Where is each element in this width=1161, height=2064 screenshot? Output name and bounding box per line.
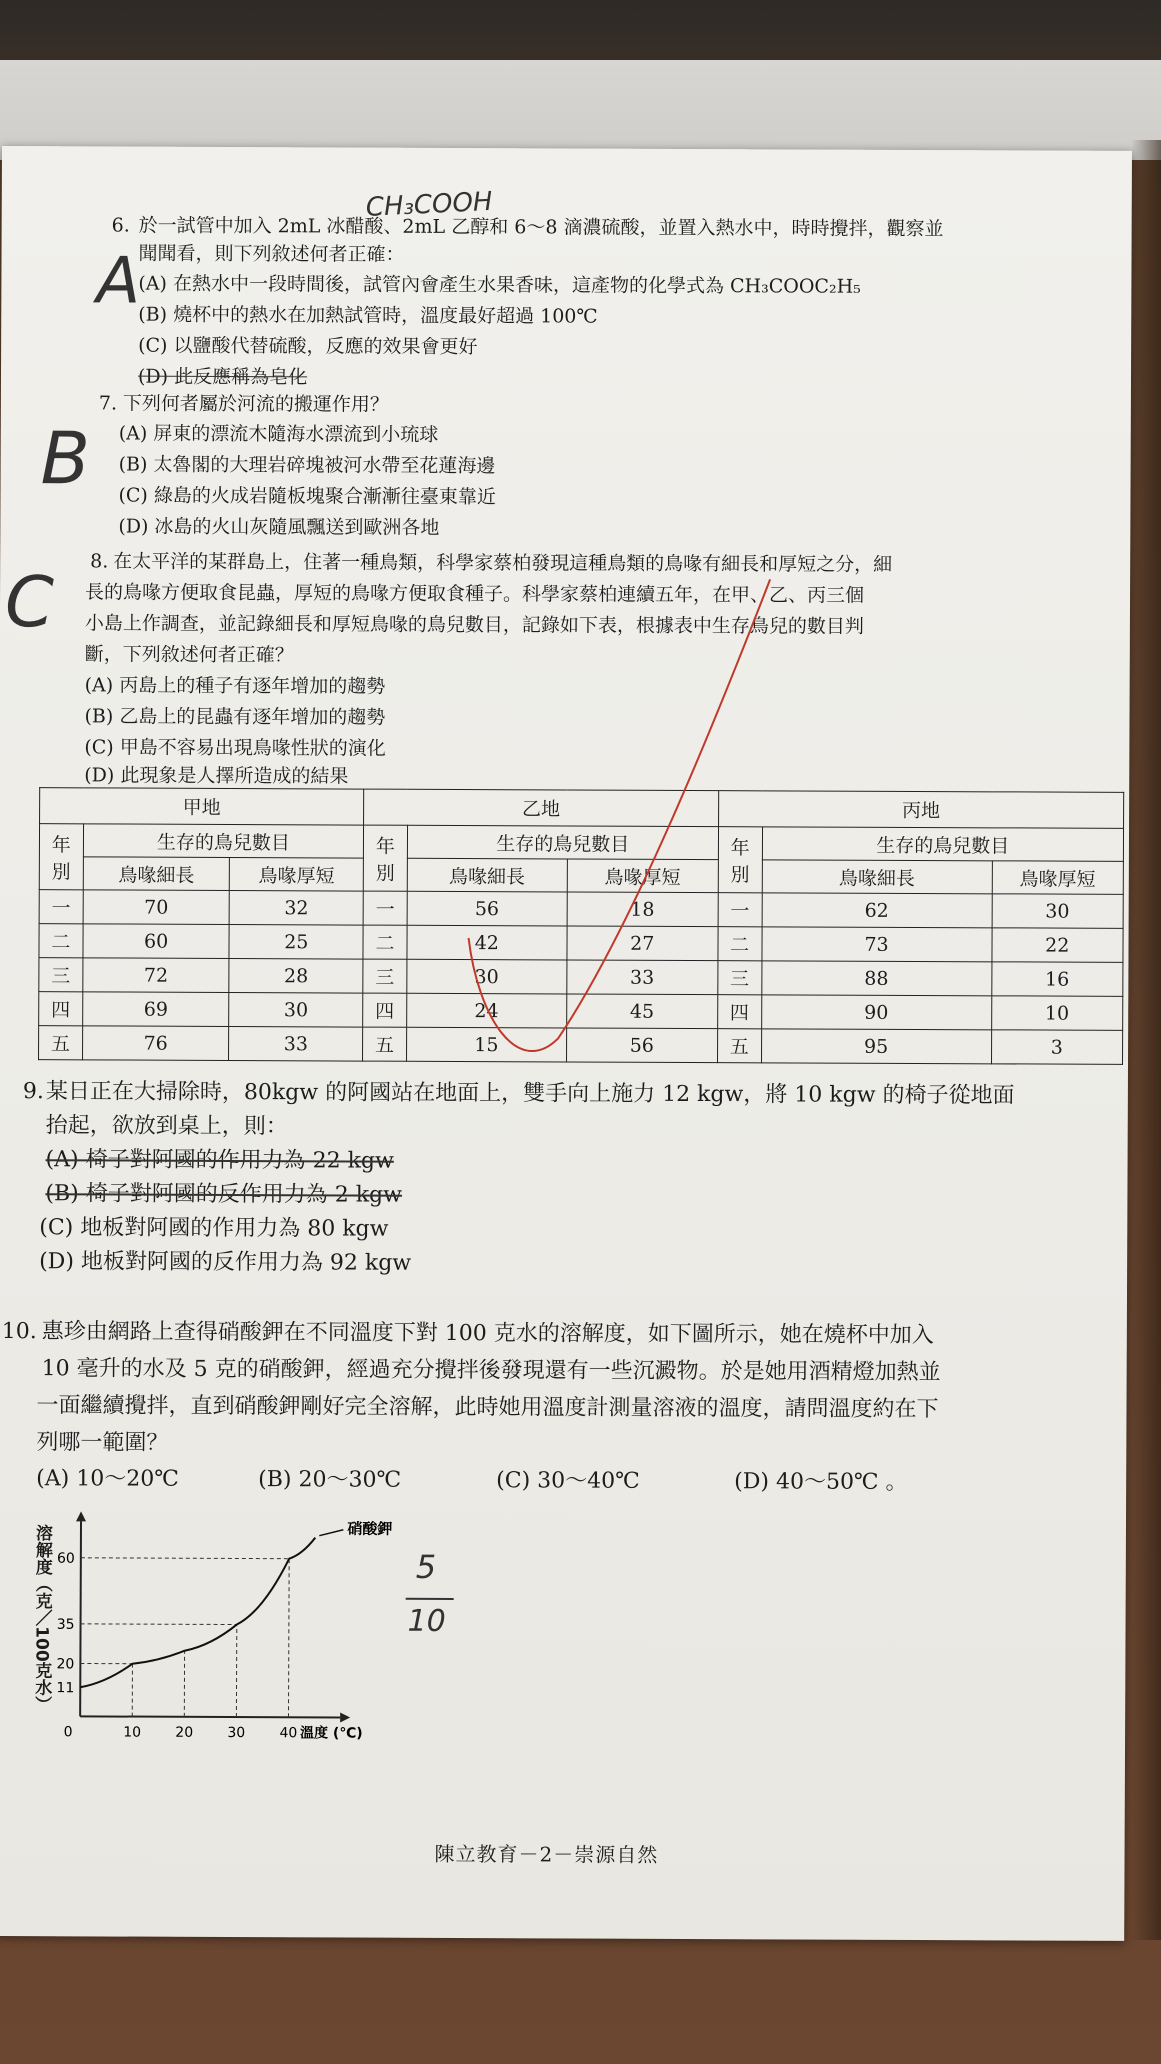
table-cell: 3 (991, 1030, 1123, 1065)
table-cell: 15 (406, 1027, 566, 1062)
q10-option-c: (C) 30～40℃ (496, 1468, 640, 1494)
table-cell: 33 (567, 960, 718, 995)
q10-stem-line2: 10 毫升的水及 5 克的硝酸鉀，經過充分攪拌後發現還有一些沉澱物。於是她用酒精燈加熱並 (41, 1356, 941, 1386)
x-tick-label: 10 (123, 1724, 142, 1741)
q8-option-a: (A) 丙島上的種子有逐年增加的趨勢 (84, 674, 386, 698)
q7-number: 7. (98, 392, 118, 415)
q6-option-d: (D) 此反應稱為皂化 (137, 365, 308, 389)
year-cell: 四 (363, 993, 407, 1027)
table-cell: 27 (567, 926, 718, 961)
year-cell: 三 (39, 958, 83, 992)
q8-option-b: (B) 乙島上的昆蟲有逐年增加的趨勢 (84, 705, 386, 729)
year-cell: 二 (39, 924, 83, 958)
year-cell: 五 (363, 1027, 407, 1061)
site-yi-header: 乙地 (364, 789, 719, 827)
table-cell: 88 (761, 961, 991, 996)
count-header: 生存的鳥兒數目 (83, 824, 363, 858)
year-cell: 一 (39, 890, 83, 924)
origin-label: 0 (63, 1724, 73, 1741)
year-cell: 二 (718, 927, 762, 961)
table-cell: 18 (567, 892, 718, 927)
q8-stem-line2: 長的鳥喙方便取食昆蟲，厚短的鳥喙方便取食種子。科學家蔡柏連續五年，在甲、乙、丙三個 (85, 581, 865, 607)
y-tick-label: 11 (56, 1680, 75, 1697)
guide-line-h (81, 1624, 237, 1625)
year-cell: 四 (39, 992, 83, 1026)
q7-stem: 下列何者屬於河流的搬運作用？ (122, 392, 389, 416)
year-cell: 二 (363, 925, 407, 959)
q7-option-b: (B) 太魯閣的大理岩碎塊被河水帶至花蓮海邊 (118, 453, 496, 478)
y-tick-label: 20 (56, 1656, 75, 1673)
q8-number: 8. (90, 550, 109, 573)
q9-option-b: (B) 椅子對阿國的反作用力為 2 kgw (45, 1181, 403, 1208)
table-cell: 56 (407, 891, 567, 926)
q9-number: 9. (22, 1079, 44, 1105)
q10-option-a: (A) 10～20℃ (36, 1466, 179, 1492)
table-cell: 10 (991, 996, 1123, 1031)
q9-option-c: (C) 地板對阿國的作用力為 80 kgw (39, 1215, 389, 1242)
table-cell: 62 (762, 893, 992, 928)
count-header: 生存的鳥兒數目 (407, 825, 718, 859)
site-jia-header: 甲地 (40, 788, 364, 825)
table-cell: 24 (407, 993, 567, 1028)
q6-handwritten-answer: A (96, 244, 141, 319)
table-cell: 76 (82, 1026, 229, 1061)
year-header: 年 別 (718, 827, 762, 893)
q10-stem-line3: 一面繼續攪拌，直到硝酸鉀剛好完全溶解，此時她用溫度計測量溶液的溫度，請問溫度約在下 (36, 1393, 939, 1423)
back-sheet (0, 60, 1161, 160)
year-cell: 一 (363, 891, 407, 925)
col-short-beak: 鳥喙厚短 (992, 861, 1124, 895)
q6-number: 6. (111, 214, 130, 237)
x-axis-label: 溫度 (℃) (300, 1725, 363, 1742)
site-bing-header: 丙地 (718, 791, 1123, 829)
handwritten-fraction-bar (406, 1598, 454, 1600)
q7-handwritten-answer: B (40, 416, 91, 501)
year-cell: 五 (717, 1029, 761, 1063)
x-tick-label: 20 (175, 1724, 194, 1741)
table-cell: 45 (566, 994, 717, 1029)
table-cell: 70 (83, 890, 230, 925)
q8-option-d: (D) 此現象是人擇所造成的結果 (84, 764, 349, 788)
table-cell: 72 (83, 958, 230, 993)
year-header: 年 別 (363, 825, 407, 891)
handwritten-fraction-denominator: 10 (407, 1603, 446, 1639)
exam-page (0, 146, 1132, 1941)
q6-option-a: (A) 在熱水中一段時間後，試管內會產生水果香味，這產物的化學式為 CH₃COOC₂H₅ (138, 272, 861, 298)
q6-option-b: (B) 燒杯中的熱水在加熱試管時，溫度最好超過 100℃ (138, 303, 598, 328)
col-long-beak: 鳥喙細長 (83, 857, 230, 891)
year-cell: 三 (363, 959, 407, 993)
table-cell: 42 (407, 925, 567, 960)
q8-stem-line1: 在太平洋的某群島上，住著一種鳥類，科學家蔡柏發現這種鳥類的鳥喙有細長和厚短之分，細 (113, 550, 893, 576)
col-short-beak: 鳥喙厚短 (230, 858, 364, 892)
solubility-graph (35, 1516, 393, 1757)
year-cell: 四 (717, 995, 761, 1029)
x-axis-arrow (340, 1712, 350, 1722)
q9-stem-line2: 抬起，欲放到桌上，則： (45, 1113, 288, 1140)
q9-option-a: (A) 椅子對阿國的作用力為 22 kgw (45, 1147, 394, 1174)
table-cell: 73 (762, 927, 992, 962)
q10-option-b: (B) 20～30℃ (258, 1467, 402, 1493)
year-cell: 三 (718, 961, 762, 995)
q8-option-c: (C) 甲島不容易出現鳥喙性狀的演化 (84, 736, 386, 760)
y-axis-arrow (76, 1511, 86, 1521)
q8-stem-line3: 小島上作調查，並記錄細長和厚短鳥喙的鳥兒數目，記錄如下表，根據表中生存鳥兒的數目判 (84, 612, 864, 638)
col-short-beak: 鳥喙厚短 (567, 859, 718, 893)
q9-option-d: (D) 地板對阿國的反作用力為 92 kgw (39, 1249, 412, 1276)
x-tick-label: 40 (279, 1725, 298, 1742)
q7-option-d: (D) 冰島的火山灰隨風飄送到歐洲各地 (118, 515, 440, 539)
guide-line-h (81, 1558, 289, 1559)
curve-label-pointer (319, 1530, 343, 1536)
q6-stem-line1: 於一試管中加入 2mL 冰醋酸、2mL 乙醇和 6～8 滴濃硫酸，並置入熱水中，時時攪拌，觀察並 (138, 214, 944, 241)
y-tick-label: 60 (56, 1550, 75, 1567)
page-footer: 陳立教育－2－崇源自然 (434, 1841, 659, 1867)
q9-stem-line1: 某日正在大掃除時，80kgw 的阿國站在地面上，雙手向上施力 12 kgw，將 10 kgw 的椅子從地面 (45, 1079, 1015, 1109)
q10-number: 10. (1, 1319, 37, 1345)
graph-y-label: 溶解度（克／100克水） (31, 1524, 52, 1713)
count-header: 生存的鳥兒數目 (762, 827, 1124, 862)
q6-option-c: (C) 以鹽酸代替硫酸，反應的效果會更好 (138, 334, 478, 359)
q10-option-d: (D) 40～50℃ 。 (734, 1469, 908, 1495)
q8-stem-line4: 斷，下列敘述何者正確？ (84, 643, 294, 667)
year-cell: 一 (718, 893, 762, 927)
year-header: 年 別 (39, 824, 83, 890)
table-cell: 60 (83, 924, 230, 959)
x-tick-label: 30 (227, 1724, 246, 1742)
handwritten-formula: CH₃COOH (365, 186, 494, 223)
q6-stem-line2: 聞聞看，則下列敘述何者正確： (138, 242, 405, 266)
table-cell: 56 (566, 1028, 717, 1063)
table-cell: 22 (991, 928, 1123, 963)
table-cell: 95 (761, 1029, 991, 1064)
table-cell: 90 (761, 995, 991, 1030)
handwritten-fraction-numerator: 5 (415, 1547, 437, 1586)
table-cell: 30 (229, 992, 363, 1027)
year-cell: 五 (39, 1026, 83, 1060)
x-axis (80, 1716, 340, 1717)
table-cell: 30 (992, 894, 1124, 929)
guide-line-v (288, 1559, 289, 1718)
curve-label: 硝酸鉀 (347, 1519, 393, 1539)
col-long-beak: 鳥喙細長 (407, 858, 567, 892)
q10-stem-line1: 惠珍由網路上查得硝酸鉀在不同溫度下對 100 克水的溶解度，如下圖所示，她在燒杯中加入 (41, 1319, 934, 1349)
table-cell: 16 (991, 962, 1123, 997)
table-cell: 28 (229, 959, 363, 994)
page-edge-shadow (1131, 140, 1161, 1940)
q7-option-a: (A) 屏東的漂流木隨海水漂流到小琉球 (118, 422, 439, 446)
table-cell: 69 (82, 992, 229, 1027)
table-cell: 33 (229, 1026, 363, 1061)
solubility-curve (80, 1537, 315, 1689)
table-cell: 30 (407, 959, 567, 994)
table-cell: 25 (229, 925, 363, 960)
y-tick-label: 35 (56, 1616, 75, 1633)
q8-handwritten-answer: C (4, 561, 55, 644)
col-long-beak: 鳥喙細長 (762, 860, 992, 894)
table-cell: 32 (230, 891, 364, 926)
q10-stem-line4: 列哪一範圍？ (36, 1430, 169, 1456)
q7-option-c: (C) 綠島的火成岩隨板塊聚合漸漸往臺東靠近 (118, 484, 496, 509)
